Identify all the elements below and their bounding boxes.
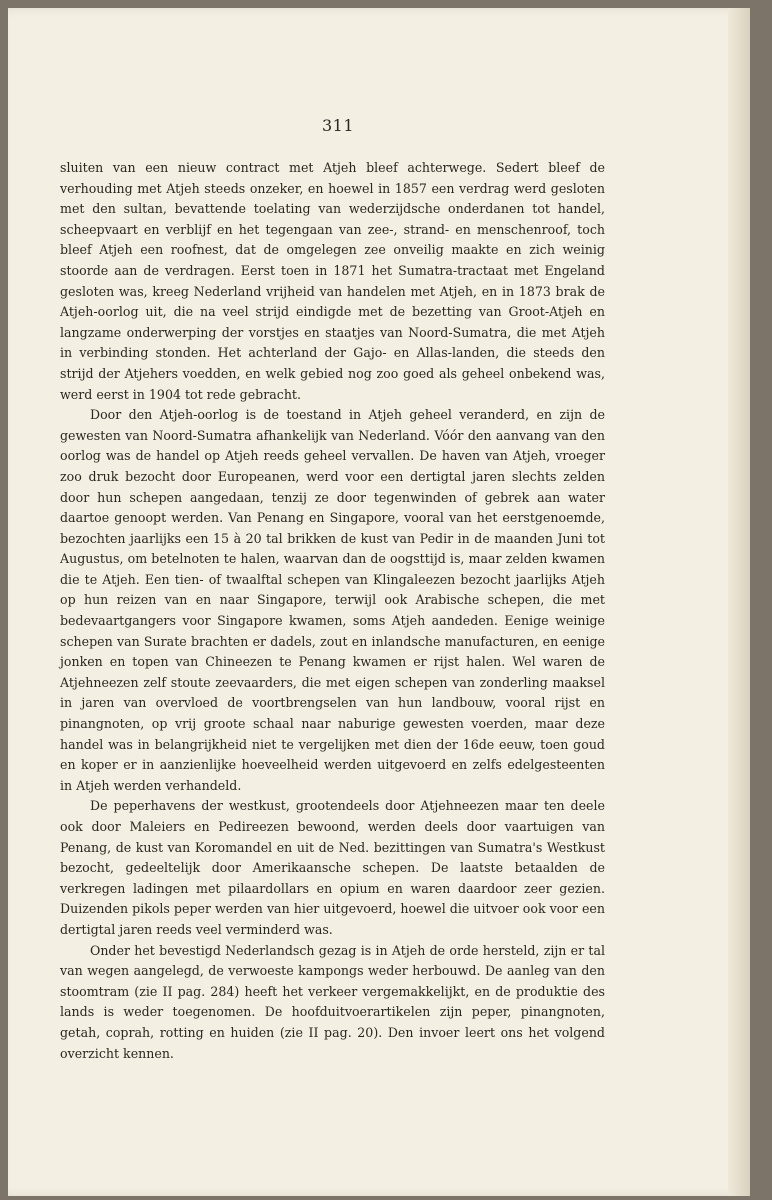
body-text (60, 158, 605, 1064)
paragraph-3: De peperhavens der westkust, grootendeels door Atjehneezen maar ten deele ook door Maleiers en Pedireezen bewoond, werden deels door vaartuigen van Penang, de kust van Koromandel en uit de Ned. bezittingen van Sumatra's Westkust bezocht, gedeeltelijk door Amerikaansche schepen. De laatste betaalden de verkregen ladingen met pilaardollars en opium en waren daardoor zeer gezien. Duizenden pikols peper werden van hier uitgevoerd, hoewel die uitvoer ook voor een dertigtal jaren reeds veel verminderd was. (60, 798, 605, 937)
paragraph-4: Onder het bevestigd Nederlandsch gezag is in Atjeh de orde hersteld, zijn er tal van wegen aangelegd, de verwoeste kampongs weder herbouwd. De aanleg van den stoomtram (zie II pag. 284) heeft het verkeer vergemakkelijkt, en de produktie des lands is weder toegenomen. De hoofduitvoerartikelen zijn peper, pinangnoten, getah, coprah, rotting en huiden (zie II pag. 20). Den invoer leert ons het volgend overzicht kennen. (60, 942, 605, 1061)
page-number: 311 (321, 116, 355, 135)
page-gutter-shadow (728, 8, 750, 1196)
paragraph-1: sluiten van een nieuw contract met Atjeh bleef achterwege. Sedert bleef de verhouding met Atjeh steeds onzeker, en hoewel in 1857 een verdrag werd gesloten met den sultan, bevattende toelating van wederzijdsche onderdanen tot handel, scheepvaart en verblijf en het tegengaan van zee-, strand- en menschenroof, toch bleef Atjeh een roofnest, dat de omgelegen zee onveilig maakte en zich weinig stoorde aan de verdragen. Eerst toen in 1871 het Sumatra-tractaat met Engeland gesloten was, kreeg Nederland vrijheid van handelen met Atjeh, en in 1873 brak de Atjeh-oorlog uit, die na veel strijd eindigde met de bezetting van Groot-Atjeh en langzame onderwerping der vorstjes en staatjes van Noord-Sumatra, die met Atjeh in verbinding stonden. Het achterland der Gajo- en Allas-landen, die steeds den strijd der Atjehers voedden, en welk gebied nog zoo goed als geheel onbekend was, werd eerst in 1904 tot rede gebracht. (60, 160, 605, 402)
book-page (8, 8, 750, 1196)
paragraph-2: Door den Atjeh-oorlog is de toestand in Atjeh geheel veranderd, en zijn de gewesten van Noord-Sumatra afhankelijk van Nederland. Vóór den aanvang van den oorlog was de handel op Atjeh reeds geheel vervallen. De haven van Atjeh, vroeger zoo druk bezocht door Europeanen, werd voor een dertigtal jaren slechts zelden door hun schepen aangedaan, tenzij ze door tegenwinden of gebrek aan water daartoe genoopt werden. Van Penang en Singapore, vooral van het eerstgenoemde, bezochten jaarlijks een 15 à 20 tal brikken de kust van Pedir in de maanden Juni tot Augustus, om betelnoten te halen, waarvan dan de oogsttijd is, maar zelden kwamen die te Atjeh. Een tien- of twaalftal schepen van Klingaleezen bezocht jaarlijks Atjeh op hun reizen van en naar Singapore, terwijl ook Arabische schepen, die met bedevaartgangers voor Singapore kwamen, soms Atjeh aandeden. Eenige weinige schepen van Surate brachten er dadels, zout en inlandsche manufacturen, en eenige jonken en topen van Chineezen te Penang kwamen er rijst halen. Wel waren de Atjehneezen zelf stoute zeevaarders, die met eigen schepen van zonderling maaksel in jaren van overvloed de voortbrengselen van hun landbouw, vooral rijst en pinangnoten, op vrij groote schaal naar naburige gewesten voerden, maar deze handel was in belangrijkheid niet te vergelijken met dien der 16de eeuw, toen goud en koper er in aanzienlijke hoeveelheid werden uitgevoerd en zelfs edelgesteenten in Atjeh werden verhandeld. (60, 407, 605, 793)
